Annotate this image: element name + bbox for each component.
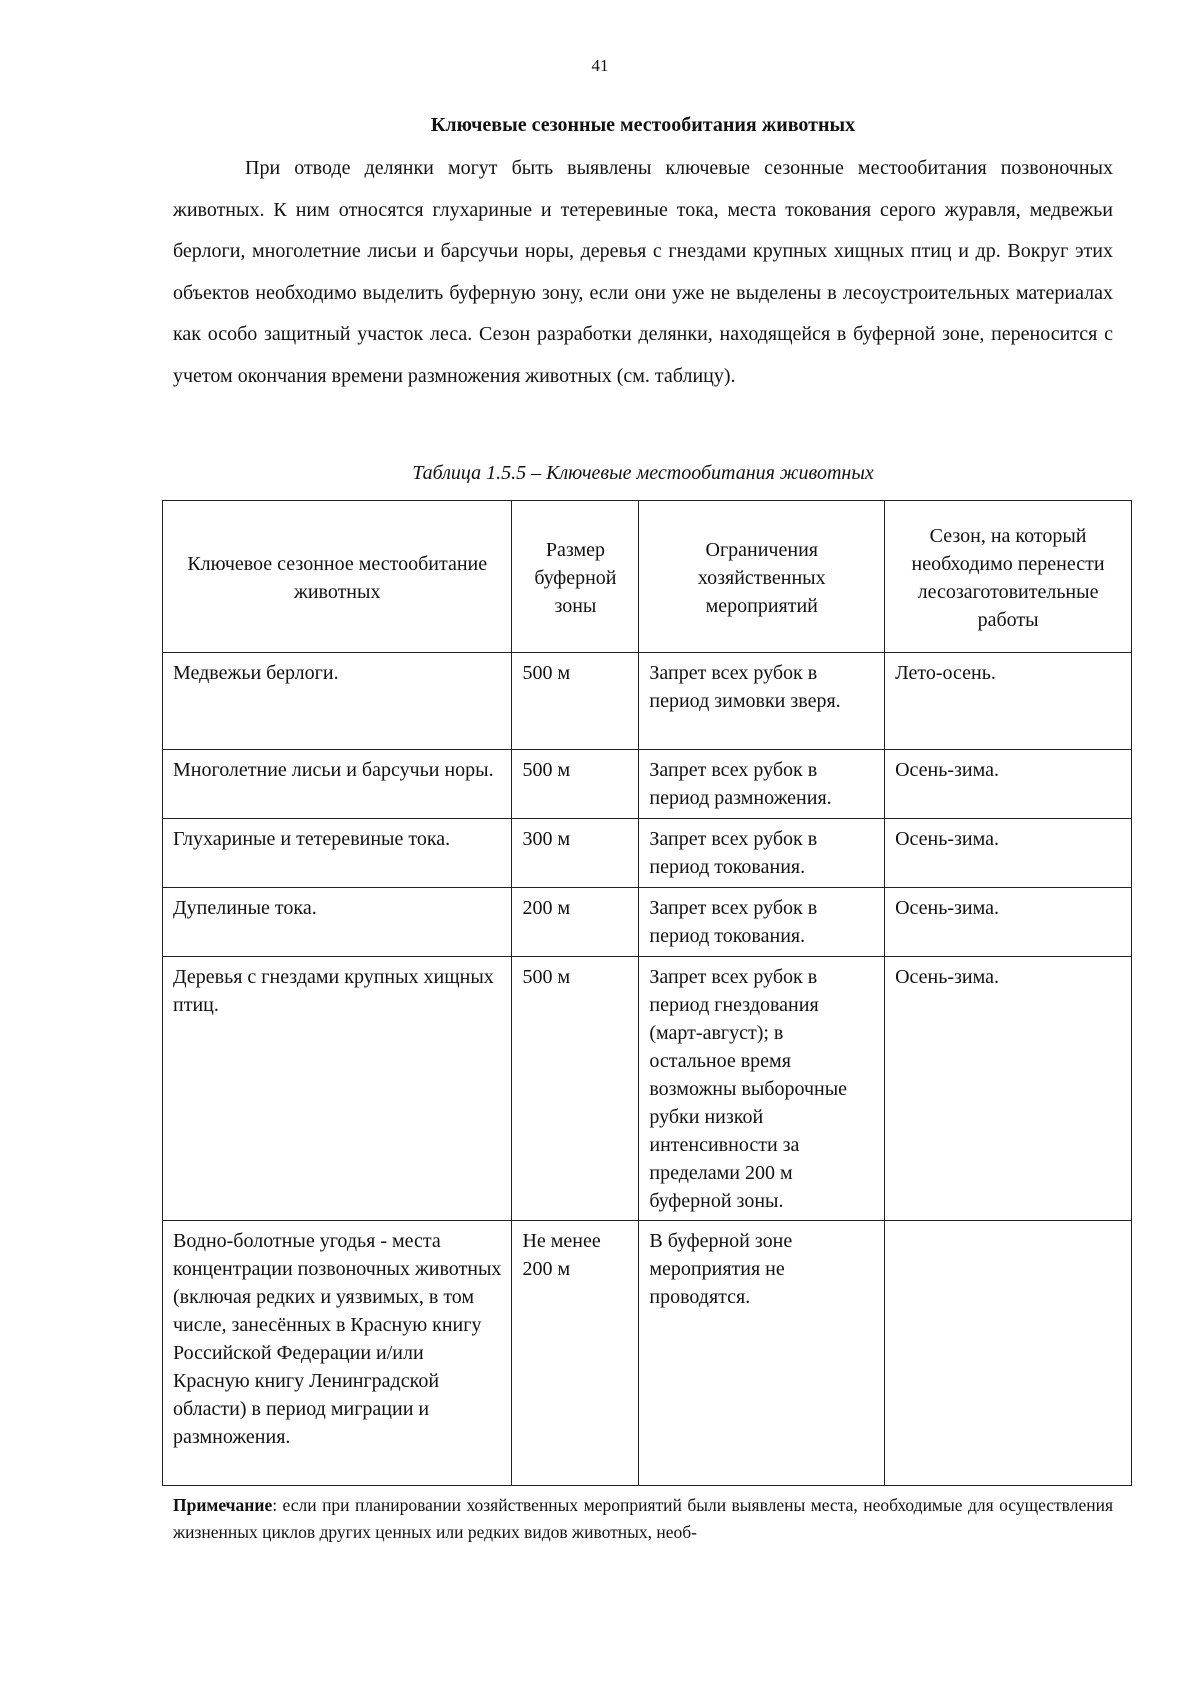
table-row — [163, 1221, 1132, 1486]
cell-buffer: 500 м — [512, 750, 639, 819]
cell-buffer: 500 м — [512, 957, 639, 1221]
header-season: Сезон, на который необходимо перенести лесозаготовительные работы — [885, 501, 1132, 653]
page-number: 41 — [591, 56, 609, 75]
table-row — [163, 888, 1132, 957]
cell-buffer: 500 м — [512, 653, 639, 750]
cell-season: Осень-зима. — [885, 888, 1132, 957]
body-paragraph — [173, 148, 1113, 397]
table-note — [173, 1492, 1113, 1546]
header-restriction: Ограничения хозяйственных мероприятий — [639, 501, 885, 653]
cell-habitat: Медвежьи берлоги. — [163, 653, 512, 750]
cell-buffer: Не менее 200 м — [512, 1221, 639, 1486]
table-row — [163, 750, 1132, 819]
cell-restriction: Запрет всех рубок в период токования. — [639, 888, 885, 957]
cell-season: Осень-зима. — [885, 819, 1132, 888]
cell-season: Лето-осень. — [885, 653, 1132, 750]
table-row — [163, 957, 1132, 1221]
cell-restriction: Запрет всех рубок в период размножения. — [639, 750, 885, 819]
table-header-row — [163, 501, 1132, 653]
cell-season: Осень-зима. — [885, 957, 1132, 1221]
paragraph-text: При отводе делянки могут быть выявлены ключевые сезонные местообитания позвоночных животных. К ним относятся глухариные и тетеревиные тока, места токования серого журавля, медвежьи берлоги, многолетние лисьи и барсучьи норы, деревья с гнездами крупных хищных птиц и др. Вокруг этих объектов необходимо выделить буферную зону, если они уже не выделены в лесоустроительных материалах как особо защитный участок леса. Сезон разработки делянки, находящейся в буферной зоне, переносится с учетом окончания времени размножения животных (см. таблицу). — [173, 157, 1113, 387]
cell-buffer: 300 м — [512, 819, 639, 888]
table-caption: Таблица 1.5.5 – Ключевые местообитания животных — [412, 462, 874, 484]
cell-habitat: Водно-болотные угодья - места концентрации позвоночных животных (включая редких и уязвимых, в том числе, занесённых в Красную книгу Российской Федерации и/или Красную книгу Ленинградской области) в период миграции и размножения. — [163, 1221, 512, 1486]
cell-restriction: Запрет всех рубок в период зимовки зверя. — [639, 653, 885, 750]
header-buffer: Размер буферной зоны — [512, 501, 639, 653]
header-habitat: Ключевое сезонное местообитание животных — [163, 501, 512, 653]
cell-buffer: 200 м — [512, 888, 639, 957]
note-label: Примечание — [173, 1495, 273, 1515]
cell-habitat: Дупелиные тока. — [163, 888, 512, 957]
section-heading: Ключевые сезонные местообитания животных — [430, 114, 856, 136]
cell-habitat: Многолетние лисьи и барсучьи норы. — [163, 750, 512, 819]
table-row — [163, 819, 1132, 888]
cell-restriction: В буферной зоне мероприятия не проводятся. — [639, 1221, 885, 1486]
habitat-table — [162, 500, 1132, 1486]
cell-restriction: Запрет всех рубок в период гнездования (март-август); в остальное время возможны выборочные рубки низкой интенсивности за пределами 200 м буферной зоны. — [639, 957, 885, 1221]
cell-habitat: Деревья с гнездами крупных хищных птиц. — [163, 957, 512, 1221]
cell-habitat: Глухариные и тетеревиные тока. — [163, 819, 512, 888]
table-row — [163, 653, 1132, 750]
note-text: : если при планировании хозяйственных мероприятий были выявлены места, необходимые для осуществления жизненных циклов других ценных или редких видов животных, необ- — [173, 1495, 1113, 1542]
cell-season — [885, 1221, 1132, 1486]
cell-restriction: Запрет всех рубок в период токования. — [639, 819, 885, 888]
cell-season: Осень-зима. — [885, 750, 1132, 819]
